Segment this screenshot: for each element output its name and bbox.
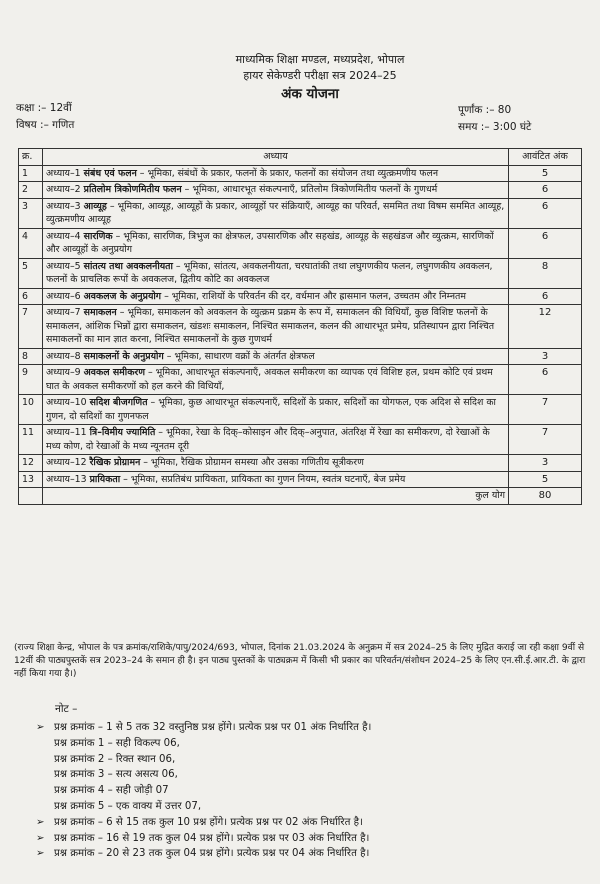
marks-table	[18, 148, 582, 505]
row-chapter	[43, 365, 509, 395]
note-text: प्रश्न क्रमांक – 20 से 23 तक कुल 04 प्रश्न होंगे। प्रत्येक प्रश्न पर 04 अंक निर्धारित है।	[54, 848, 370, 860]
row-chapter	[43, 228, 509, 258]
note-text: प्रश्न क्रमांक – 6 से 15 तक कुल 10 प्रश्न होंगे। प्रत्येक प्रश्न पर 02 अंक निर्धारित है।	[54, 816, 363, 828]
chapter-title: समाकलन	[83, 307, 117, 318]
table-row	[19, 365, 582, 395]
chapter-topics: – भूमिका, साधारण वक्रों के अंतर्गत क्षेत्रफल	[163, 350, 315, 362]
full-marks-label: पूर्णांक :– 80	[458, 104, 512, 116]
chapter-title: प्रतिलोम त्रिकोणमितीय फलन	[83, 184, 182, 195]
chapter-title: त्रि–विमीय ज्यामिति	[89, 427, 156, 438]
note-text: प्रश्न क्रमांक – 16 से 19 तक कुल 04 प्रश्न होंगे। प्रत्येक प्रश्न पर 03 अंक निर्धारित है।	[54, 832, 370, 844]
chapter-number: अध्याय–2	[46, 184, 84, 195]
chapter-topics: – भूमिका, सप्रतिबंध प्रायिकता, प्रायिकता का गुणन नियम, स्वतंत्र घटनाएँ, बेज प्रमेय	[120, 473, 406, 485]
row-chapter	[43, 455, 509, 472]
row-serial: 3	[19, 198, 43, 228]
row-chapter	[43, 471, 509, 488]
note-sub-item: प्रश्न क्रमांक 3 – सत्य असत्य 06,	[54, 769, 178, 781]
col-header-chapter: अध्याय	[43, 149, 509, 166]
subject-label: विषय :– गणित	[16, 119, 75, 131]
notes-list	[36, 720, 371, 862]
row-chapter	[43, 288, 509, 305]
note-item	[36, 846, 371, 862]
chapter-title: सांतत्य तथा अवकलनीयता	[83, 260, 173, 272]
arrow-bullet-icon: ➢	[36, 848, 45, 860]
note-item	[36, 720, 371, 736]
row-marks: 7	[509, 395, 582, 425]
chapter-number: अध्याय–10	[46, 397, 90, 408]
note-sub-item: प्रश्न क्रमांक 1 – सही विकल्प 06,	[54, 737, 180, 749]
note-sub-item: प्रश्न क्रमांक 4 – सही जोड़ी 07	[54, 785, 169, 797]
note-text: प्रश्न क्रमांक – 1 से 5 तक 32 वस्तुनिष्ठ प्रश्न होंगे। प्रत्येक प्रश्न पर 01 अंक निर्धारित है।	[54, 722, 372, 733]
table-row	[19, 395, 582, 425]
arrow-bullet-icon: ➢	[36, 832, 45, 844]
arrow-bullet-icon: ➢	[36, 816, 45, 828]
row-serial: 6	[19, 288, 43, 305]
time-label: समय :– 3:00 घंटे	[458, 121, 532, 133]
table-row	[19, 348, 582, 365]
board-name: माध्यमिक शिक्षा मण्डल, मध्यप्रदेश, भोपाल	[235, 53, 405, 66]
row-marks: 5	[509, 471, 582, 488]
row-chapter	[43, 258, 509, 288]
arrow-bullet-icon: ➢	[36, 722, 45, 733]
row-marks: 12	[509, 305, 582, 349]
total-row	[19, 488, 582, 505]
chapter-number: अध्याय–6	[46, 290, 84, 302]
chapter-topics: – भूमिका, कुछ आधारभूत संकल्पनाएँ, सदिशों के प्रकार, सदिशों का योगफल, एक अदिश से सदिश का गुणन, दो सदिशों का गुणनफल	[46, 397, 496, 422]
table-row	[19, 471, 582, 488]
chapter-topics: – भूमिका, आधारभूत संकल्पनाएँ, प्रतिलोम त्रिकोणमितीय फलनों के गुणधर्म	[181, 184, 438, 195]
table-row	[19, 182, 582, 199]
row-serial: 1	[19, 165, 43, 182]
table-row	[19, 228, 582, 258]
chapter-topics: – भूमिका, राशियों के परिवर्तन की दर, वर्धमान और ह्रासमान फलन, उच्चतम और निम्नतम	[161, 290, 466, 302]
total-label: कुल योग	[43, 488, 509, 505]
note-sub-item: प्रश्न क्रमांक 5 – एक वाक्य में उत्तर 07,	[54, 800, 202, 812]
chapter-title: आव्यूह	[83, 200, 107, 212]
row-serial: 10	[19, 395, 43, 425]
chapter-number: अध्याय–5	[46, 260, 84, 272]
page-title: अंक योजना	[281, 86, 339, 102]
chapter-title: सदिश बीजगणित	[89, 397, 148, 408]
chapter-number: अध्याय–7	[46, 307, 84, 318]
row-serial: 2	[19, 182, 43, 199]
row-marks: 6	[509, 228, 582, 258]
table-row	[19, 455, 582, 472]
row-serial: 13	[19, 471, 43, 488]
row-serial: 4	[19, 228, 43, 258]
row-chapter	[43, 198, 509, 228]
col-header-marks: आवंटित अंक	[509, 149, 582, 166]
chapter-topics: – भूमिका, आव्यूह, आव्यूहों के प्रकार, आव्यूहों पर संक्रियाएँ, आव्यूह का परिवर्त, सममित तथा विषम सममित आव्यूह, व्युत्क्रमणीय आव्यूह	[46, 200, 505, 225]
row-marks: 6	[509, 365, 582, 395]
chapter-number: अध्याय–12	[46, 457, 90, 468]
chapter-number: अध्याय–4	[46, 230, 84, 242]
table-header-row	[19, 149, 582, 166]
chapter-topics: – भूमिका, आधारभूत संकल्पनाएँ, अवकल समीकरण का व्यापक एवं विशिष्ट हल, प्रथम कोटि एवं प्रथम घात के अवकल समीकरणों को हल करने की विधियाँ,	[46, 367, 493, 392]
chapter-number: अध्याय–8	[46, 350, 84, 362]
chapter-title: सारणिक	[83, 230, 113, 242]
source-note: (राज्य शिक्षा केन्द्र, भोपाल के पत्र क्रमांक/राशिके/पापु/2024/693, भोपाल, दिनांक 21.03.2024 के अनुक्रम में सत्र 2024–25 के लिए मुद्रित कराई जा रही कक्षा 9वीं से 12वीं की पाठ्यपुस्तकें सत्र 2023–24 के समान ही है। इन पाठ्य पुस्तकों के पाठ्यक्रम में किसी भी प्रकार का परिवर्तन/संशोधन 2024–25 के लिए एन.सी.ई.आर.टी. के द्वारा नहीं किया गया है।)	[14, 643, 586, 679]
class-label: कक्षा :– 12वीं	[16, 102, 72, 114]
chapter-title: संबंध एवं फलन	[83, 167, 137, 179]
chapter-topics: – भूमिका, समाकलन को अवकलन के व्युत्क्रम प्रक्रम के रूप में, समाकलन की विधियाँ, कुछ विशिष्ट फलनों के समाकलन, आंशिक भिन्नों द्वारा समाकलन, खंडशः समाकलन, निश्चित समाकलन, कलन की आधारभूत प्रमेय, प्रतिस्थापन द्वारा निश्चित समाकलनों का मान ज्ञात करना, निश्चित समाकलनों के कुछ गुणधर्म	[46, 307, 495, 345]
row-serial: 11	[19, 425, 43, 455]
chapter-topics: – भूमिका, रैखिक प्रोग्रामन समस्या और उसका गणितीय सूत्रीकरण	[140, 457, 364, 468]
row-chapter	[43, 165, 509, 182]
notes-heading: नोट –	[55, 703, 78, 715]
row-serial: 12	[19, 455, 43, 472]
chapter-number: अध्याय–1	[46, 167, 84, 179]
row-serial: 9	[19, 365, 43, 395]
note-sub-item: प्रश्न क्रमांक 2 – रिक्त स्थान 06,	[54, 753, 176, 765]
row-marks: 3	[509, 348, 582, 365]
row-marks: 7	[509, 425, 582, 455]
table-row	[19, 305, 582, 349]
chapter-title: अवकल समीकरण	[83, 367, 146, 378]
chapter-number: अध्याय–9	[46, 367, 84, 378]
chapter-topics: – भूमिका, सांतत्य, अवकलनीयता, चरघातांकी तथा लघुगणकीय फलन, लघुगणकीय अवकलन, फलनों के प्राचलिक रूपों के अवकलज, द्वितीय कोटि का अवकलज	[46, 260, 493, 285]
row-marks: 6	[509, 198, 582, 228]
row-chapter	[43, 425, 509, 455]
row-chapter	[43, 182, 509, 199]
table-row	[19, 165, 582, 182]
row-chapter	[43, 395, 509, 425]
note-item	[36, 815, 371, 831]
exam-session: हायर सेकेण्डरी परीक्षा सत्र 2024–25	[243, 69, 397, 82]
chapter-topics: – भूमिका, संबंधों के प्रकार, फलनों के प्रकार, फलनों का संयोजन तथा व्युत्क्रमणीय फलन	[136, 167, 439, 179]
chapter-number: अध्याय–3	[46, 200, 84, 212]
row-chapter	[43, 348, 509, 365]
table-row	[19, 425, 582, 455]
table-row	[19, 258, 582, 288]
chapter-topics: – भूमिका, सारणिक, त्रिभुज का क्षेत्रफल, उपसारणिक और सहखंड, आव्यूह के सहखंडज और व्युत्क्रम, सारणिकों और आव्यूहों के अनुप्रयोग	[46, 230, 494, 255]
chapter-title: अवकलज के अनुप्रयोग	[83, 290, 162, 302]
chapter-number: अध्याय–13	[46, 473, 90, 485]
chapter-title: रैखिक प्रोग्रामन	[89, 457, 141, 468]
row-marks: 5	[509, 165, 582, 182]
row-marks: 3	[509, 455, 582, 472]
row-chapter	[43, 305, 509, 349]
row-marks: 8	[509, 258, 582, 288]
col-header-sn: क्र.	[19, 149, 43, 166]
chapter-topics: – भूमिका, रेखा के दिक्–कोसाइन और दिक्–अनुपात, अंतरिक्ष में रेखा का समीकरण, दो रेखाओं के मध्य कोण, दो रेखाओं के मध्य न्यूनतम दूरी	[46, 427, 490, 452]
total-marks: 80	[509, 488, 582, 505]
chapter-number: अध्याय–11	[46, 427, 90, 438]
row-serial: 7	[19, 305, 43, 349]
row-marks: 6	[509, 288, 582, 305]
row-marks: 6	[509, 182, 582, 199]
row-serial: 8	[19, 348, 43, 365]
table-row	[19, 198, 582, 228]
row-serial: 5	[19, 258, 43, 288]
table-row	[19, 288, 582, 305]
chapter-title: प्रायिकता	[89, 473, 121, 485]
note-item	[36, 831, 371, 847]
chapter-title: समाकलनों के अनुप्रयोग	[83, 350, 164, 362]
